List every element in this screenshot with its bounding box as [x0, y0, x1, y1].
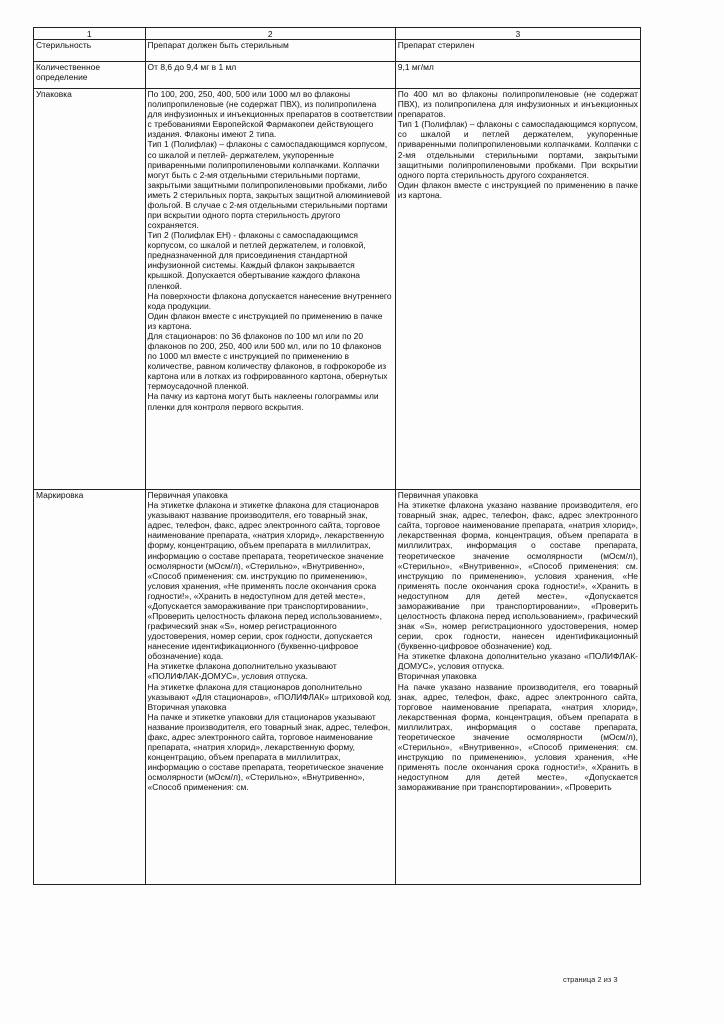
paragraph: На пачке и этикетке упаковки для стационаров указывают название производителя, его товарный знак, адрес, телефон, факс, адрес электронного сайта, торговое наименование препарата, «натрия хлорид», лекарственную форму, концентрацию, объем препарата в миллилитрах, информацию о составе препарата, теоретическое значение осмолярности (мОсм/л), «Стерильно», «Внутривенно», «Способ применения: см.: [147, 711, 391, 793]
paragraph: Вторичная упаковка: [147, 701, 227, 712]
header-cell-2: 2: [145, 28, 395, 40]
paragraph: Для стационаров: по 36 флаконов по 100 мл или по 20 флаконов по 200, 250, 400 или 500 мл, или по 10 флаконов по 1000 мл вместе с инструкцией по применению в количестве, равном количеству флаконов, в гофрокоробе из картона или в лотках из гофрированного картона, обернутых термоусадочной пленкой.: [147, 330, 388, 392]
row-result: [395, 490, 640, 885]
paragraph: Тип 2 (Полифлак ЕН) - флаконы с самоспадающимся корпусом, со шкалой и петлей держателем, и головкой, предназначенной для присоединения стандартной инфузионной системы. Каждый флакон закрывается крышкой. Допускается обертывание каждого флакона пленкой.: [147, 230, 366, 291]
row-label: Упаковка: [34, 89, 146, 490]
paragraph: Тип 1 (Полифлак) – флаконы с самоспадающимся корпусом, со шкалой и петлей держателем, укупоренные приваренными полипропиленовыми колпачками. Колпачки с 2-мя отдельными стерильными портами, закрытыми защитными полипропиленовыми пробками. При вскрытии одного порта стерильность другого сохраняется.: [397, 119, 638, 180]
paragraph: На пачке указано название производителя, его товарный знак, адрес, телефон, факс, адрес электронного сайта, торговое наименование препарата, «натрия хлорид», лекарственная форма, концентрация, объем препарата в миллилитрах, информация о составе препарата, теоретическое значение осмолярности (мОсм/л), «Стерильно», «Внутривенно», «Способ применения: см. инструкцию по применению», условия хранения, «Не применять после окончания срока годности!», «Хранить в недоступном для детей месте», «Допускается замораживание при транспортировании», «Проверить: [397, 681, 638, 793]
table-row-sterility: [34, 40, 641, 62]
paragraph: От 8,6 до 9,4 мг в 1 мл: [147, 62, 237, 73]
paragraph: По 400 мл во флаконы полипропиленовые (не содержат ПВХ), из полипропилена для инфузионных и инъекционных препаратов.: [397, 89, 638, 120]
paragraph: Препарат должен быть стерильным: [147, 40, 289, 51]
row-requirement: [145, 89, 395, 490]
paragraph: Препарат стерилен: [397, 40, 475, 51]
paragraph: На этикетке флакона указано название производителя, его товарный знак, адрес, телефон, факс, адрес электронного сайта, торговое наименование препарата, «натрия хлорид», лекарственная форма, концентрация, объем препарата в миллилитрах, информация о составе препарата, теоретическое значение осмолярности (мОсм/л), «Стерильно», «Внутривенно», «Способ применения: см. инструкцию по применению», условия хранения, «Не применять после окончания срока годности!», «Хранить в недоступном для детей месте», «Допускается замораживание при транспортировании», «Проверить целостность флакона перед использованием», графический знак «S», номер регистрационного удостоверения, номер серии, срок годности, нанесен идентификационный (буквенно-цифровое обозначение) код.: [397, 500, 638, 652]
paragraph: На поверхности флакона допускается нанесение внутреннего кода продукции.: [147, 290, 392, 311]
row-result: [395, 40, 640, 62]
paragraph: Один флакон вместе с инструкцией по применению в пачке из картона.: [147, 310, 383, 331]
row-label: Количественное определение: [34, 62, 146, 89]
row-result: [395, 62, 640, 89]
table-row-labeling: [34, 490, 641, 885]
row-requirement: [145, 62, 395, 89]
row-label: Маркировка: [34, 490, 146, 885]
table-header-row: [34, 28, 641, 40]
paragraph: На этикетке флакона дополнительно указано «ПОЛИФЛАК-ДОМУС», условия отпуска.: [397, 651, 638, 672]
row-requirement: [145, 40, 395, 62]
page-number: страница 2 из 3: [563, 975, 618, 984]
paragraph: На этикетке флакона для стационаров дополнительно указывают «Для стационаров», «ПОЛИФЛАК» штриховой код.: [147, 681, 392, 702]
paragraph: На пачку из картона могут быть наклеены голограммы или пленки для контроля первого вскрытия.: [147, 391, 379, 412]
paragraph: На этикетке флакона дополнительно указывают «ПОЛИФЛАК-ДОМУС», условия отпуска.: [147, 661, 337, 682]
table-row-packaging: [34, 89, 641, 490]
specification-table: [33, 27, 641, 885]
paragraph: Первичная упаковка: [397, 490, 479, 501]
paragraph: На этикетке флакона и этикетке флакона для стационаров указывают название производителя, его товарный знак, адрес, телефон, факс, адрес электронного сайта, торговое наименование препарата, «натрия хлорид», лекарственную форму, концентрацию, объем препарата в миллилитрах, информацию о составе препарата, теоретическое значение осмолярности (мОсм/л), «Стерильно», «Внутривенно», «Способ применения: см. инструкцию по применению», условия хранения, «Не применять после окончания срока годности!», «Хранить в недоступном для детей месте», «Допускается замораживание при транспортировании», «Проверить целостность флакона перед использованием», графический знак «S», номер регистрационного удостоверения, номер серии, срок годности, допускается нанесение идентификационного (буквенно-цифровое обозначение) кода.: [147, 500, 385, 662]
paragraph: По 100, 200, 250, 400, 500 или 1000 мл во флаконы полипропиленовые (не содержат ПВХ), из полипропилена для инфузионных и инъекционных препаратов в соответствии с требованиями Европейской Фармакопеи действующего издания. Флаконы имеют 2 типа.: [147, 89, 393, 140]
row-label: Стерильность: [34, 40, 146, 62]
paragraph: Один флакон вместе с инструкцией по применению в пачке из картона.: [397, 179, 638, 200]
paragraph: Тип 1 (Полифлак) – флаконы с самоспадающимся корпусом, со шкалой и петлей- держателем, укупоренные приваренными полипропиленовыми колпачками. Колпачки могут быть с 2-мя отдельными стерильными портами, закрытыми защитными полипропиленовыми пробками, либо иметь 2 стерильных порта, закрытых защитной алюминиевой фольгой. В случае с 2-мя отдельными стерильными портами при вскрытии одного порта стерильность другого сохраняется.: [147, 139, 390, 231]
table-row-assay: [34, 62, 641, 89]
paragraph: Вторичная упаковка: [397, 671, 477, 682]
header-cell-1: 1: [34, 28, 146, 40]
paragraph: 9,1 мг/мл: [397, 62, 434, 73]
row-result: [395, 89, 640, 490]
row-requirement: [145, 490, 395, 885]
paragraph: Первичная упаковка: [147, 490, 228, 501]
header-cell-3: 3: [395, 28, 640, 40]
